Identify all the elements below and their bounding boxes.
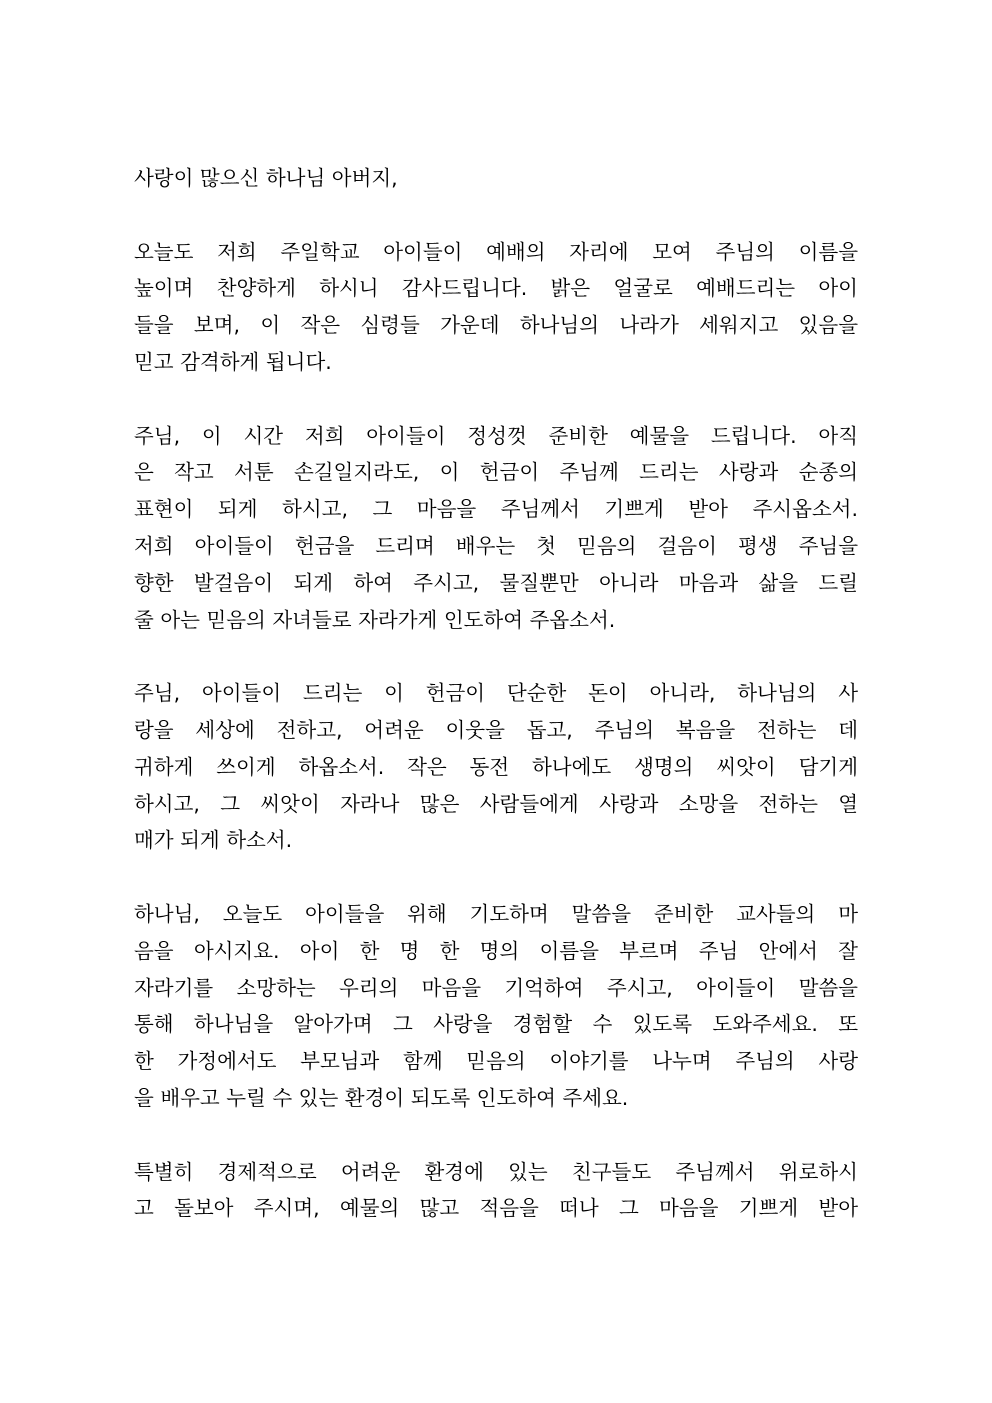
paragraph-line: 저희 아이들이 헌금을 드리며 배우는 첫 믿음의 걸음이 평생 주님을: [134, 533, 858, 558]
paragraph-line: 한 가정에서도 부모님과 함께 믿음의 이야기를 나누며 주님의 사랑: [134, 1049, 858, 1074]
paragraph-line: 매가 되게 하소서.: [134, 828, 293, 853]
paragraph-line: 은 작고 서툰 손길일지라도, 이 헌금이 주님께 드리는 사랑과 순종의: [134, 460, 858, 485]
paragraph-gap: [134, 381, 858, 418]
paragraph-line: 을 배우고 누릴 수 있는 환경이 되도록 인도하여 주세요.: [134, 1085, 629, 1110]
paragraph-2: [134, 418, 858, 639]
paragraph-gap: [134, 638, 858, 675]
paragraph-line: 오늘도 저희 주일학교 아이들이 예배의 자리에 모여 주님의 이름을: [134, 239, 858, 264]
paragraph-line: 귀하게 쓰이게 하옵소서. 작은 동전 하나에도 생명의 씨앗이 담기게: [134, 754, 858, 779]
paragraph-4: [134, 896, 858, 1117]
paragraph-gap: [134, 197, 858, 234]
prayer-text: [134, 160, 858, 1227]
paragraph-line: 하나님, 오늘도 아이들을 위해 기도하며 말씀을 준비한 교사들의 마: [134, 901, 858, 926]
paragraph-line: 고 돌보아 주시며, 예물의 많고 적음을 떠나 그 마음을 기쁘게 받아: [134, 1196, 858, 1221]
paragraph-line: 자라기를 소망하는 우리의 마음을 기억하여 주시고, 아이들이 말씀을: [134, 975, 858, 1000]
paragraph-line: 표현이 되게 하시고, 그 마음을 주님께서 기쁘게 받아 주시옵소서.: [134, 497, 858, 522]
paragraph-line: 줄 아는 믿음의 자녀들로 자라가게 인도하여 주옵소서.: [134, 607, 616, 632]
paragraph-line: 주님, 이 시간 저희 아이들이 정성껏 준비한 예물을 드립니다. 아직: [134, 423, 858, 448]
paragraph-line: 하시고, 그 씨앗이 자라나 많은 사람들에게 사랑과 소망을 전하는 열: [134, 791, 858, 816]
paragraph-line: 주님, 아이들이 드리는 이 헌금이 단순한 돈이 아니라, 하나님의 사: [134, 681, 858, 706]
paragraph-line: 특별히 경제적으로 어려운 환경에 있는 친구들도 주님께서 위로하시: [134, 1159, 858, 1184]
paragraph-line: 향한 발걸음이 되게 하여 주시고, 물질뿐만 아니라 마음과 삶을 드릴: [134, 570, 858, 595]
paragraph-line: 통해 하나님을 알아가며 그 사랑을 경험할 수 있도록 도와주세요. 또: [134, 1012, 858, 1037]
paragraph-3: [134, 675, 858, 859]
paragraph-5: [134, 1154, 858, 1228]
paragraph-line: 음을 아시지요. 아이 한 명 한 명의 이름을 부르며 주님 안에서 잘: [134, 938, 858, 963]
paragraph-line: 들을 보며, 이 작은 심령들 가운데 하나님의 나라가 세워지고 있음을: [134, 313, 858, 338]
paragraph-line: 믿고 감격하게 됩니다.: [134, 349, 332, 374]
paragraph-line: 높이며 찬양하게 하시니 감사드립니다. 밝은 얼굴로 예배드리는 아이: [134, 276, 858, 301]
paragraph-gap: [134, 1117, 858, 1154]
paragraph-1: [134, 234, 858, 381]
greeting-line: 사랑이 많으신 하나님 아버지,: [134, 166, 398, 190]
paragraph-gap: [134, 859, 858, 896]
paragraph-line: 랑을 세상에 전하고, 어려운 이웃을 돕고, 주님의 복음을 전하는 데: [134, 717, 858, 742]
